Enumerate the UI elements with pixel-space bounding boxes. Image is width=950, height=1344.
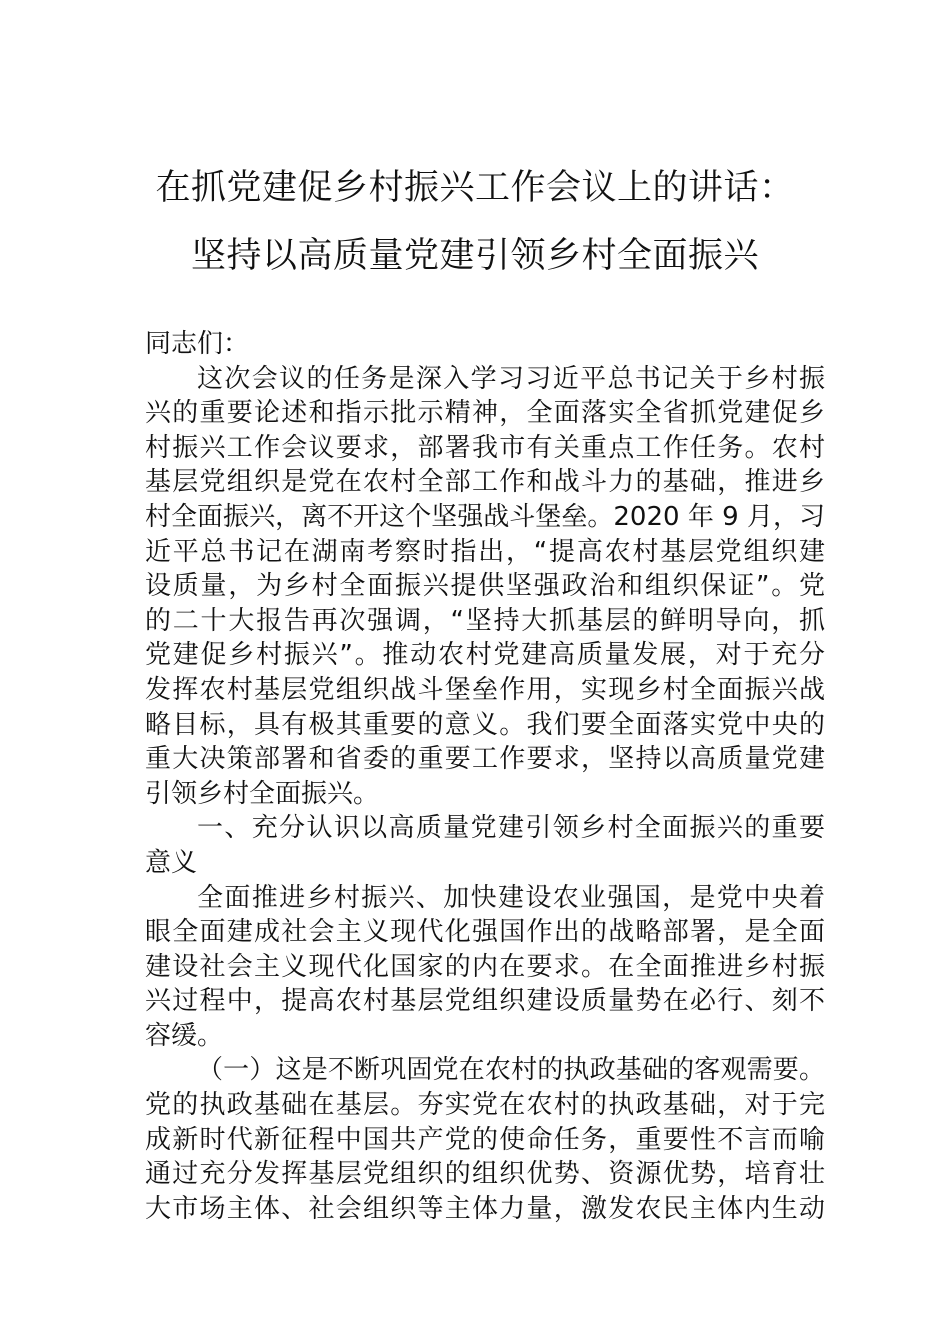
text-line: 党的执政基础在基层。夯实党在农村的执政基础，对于完 [145,1090,825,1121]
text-line: （一）这是不断巩固党在农村的执政基础的客观需要。 [197,1055,825,1086]
document-body [145,327,825,1226]
text-line: 近平总书记在湖南考察时指出，“提高农村基层党组织建 [145,536,825,567]
text-line: 兴的重要论述和指示批示精神，全面落实全省抓党建促乡 [145,398,825,429]
text-line: 成新时代新征程中国共产党的使命任务，重要性不言而喻 [145,1124,825,1155]
text-line: 基层党组织是党在农村全部工作和战斗力的基础，推进乡 [145,467,825,498]
text-line: 全面推进乡村振兴、加快建设农业强国，是党中央着 [197,882,825,913]
text-line: 村全面振兴，离不开这个坚强战斗堡垒。2020 年 9 月，习 [145,501,825,532]
text-line: 眼全面建成社会主义现代化强国作出的战略部署，是全面 [145,917,825,948]
text-line: 发挥农村基层党组织战斗堡垒作用，实现乡村全面振兴战 [145,674,825,705]
text-line: 重大决策部署和省委的重要工作要求，坚持以高质量党建 [145,744,825,775]
text-line: 兴过程中，提高农村基层党组织建设质量势在必行、刻不 [145,986,825,1017]
text-line: 引领乡村全面振兴。 [145,778,380,809]
text-line: 这次会议的任务是深入学习习近平总书记关于乡村振 [197,363,825,394]
text-line: 一、充分认识以高质量党建引领乡村全面振兴的重要 [197,813,825,844]
text-line: 略目标，具有极其重要的意义。我们要全面落实党中央的 [145,709,825,740]
text-line: 的二十大报告再次强调，“坚持大抓基层的鲜明导向，抓 [145,605,825,636]
text-line: 容缓。 [145,1020,224,1051]
text-line: 同志们： [145,329,250,359]
text-line: 设质量，为乡村全面振兴提供坚强政治和组织保证”。党 [145,571,825,602]
document-title-line-1: 在抓党建促乡村振兴工作会议上的讲话： [155,168,795,208]
text-line: 大市场主体、社会组织等主体力量，激发农民主体内生动 [145,1193,825,1224]
document-title-line-2: 坚持以高质量党建引领乡村全面振兴 [190,236,759,276]
text-line: 村振兴工作会议要求，部署我市有关重点工作任务。农村 [145,432,825,463]
text-line: 意义 [145,847,198,878]
text-line: 建设社会主义现代化国家的内在要求。在全面推进乡村振 [145,951,825,982]
text-line: 党建促乡村振兴”。推动农村党建高质量发展，对于充分 [145,640,825,671]
text-line: 通过充分发挥基层党组织的组织优势、资源优势，培育壮 [145,1159,825,1190]
